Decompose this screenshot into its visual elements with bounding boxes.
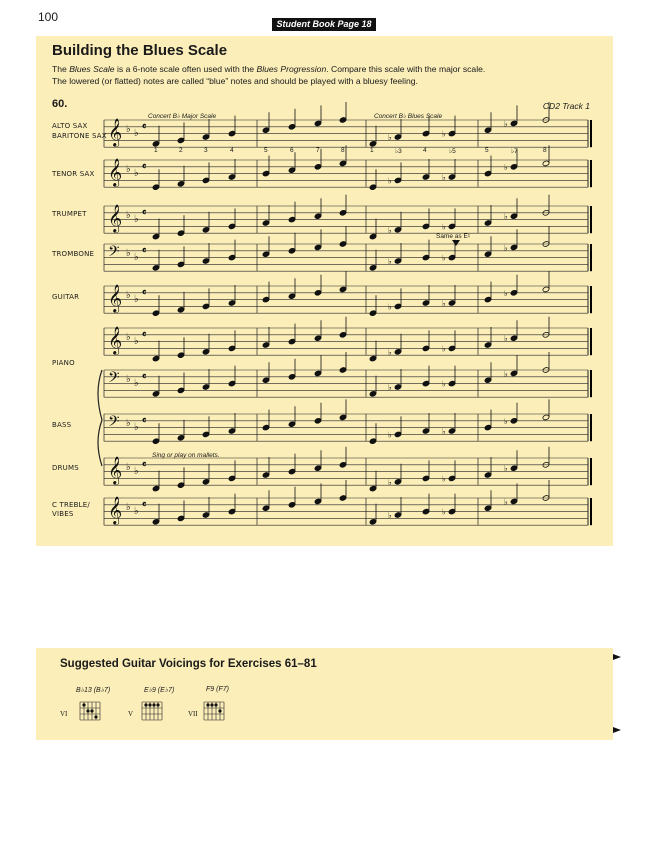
key-flat-icon: ♭ [134,168,139,179]
bass-clef-icon: 𝄢 [108,243,120,264]
scale-degree: 4 [423,147,427,154]
accidental-flat-icon: ♭ [504,464,508,474]
intro-blues-scale: Blues Scale [69,64,115,74]
label-tenor-sax: TENOR SAX [52,170,95,178]
intro-text-3: . Compare this scale with the major scale. [326,64,486,74]
label-bass: BASS [52,421,72,429]
final-barline [590,206,592,233]
scale-degree: 7 [316,147,320,154]
key-flat-icon: ♭ [134,506,139,517]
annotation-mallets: Sing or play on mallets. [152,452,220,459]
accidental-flat-icon: ♭ [504,288,508,298]
final-barline [590,286,592,313]
chord-fret: V [128,710,134,718]
key-flat-icon: ♭ [134,422,139,433]
accidental-flat-icon: ♭ [442,253,446,263]
scale-degree: ♭7 [511,148,518,155]
time-signature: 𝄴 [142,208,147,219]
key-flat-icon: ♭ [134,252,139,263]
accidental-flat-icon: ♭ [388,302,392,312]
key-flat-icon: ♭ [134,294,139,305]
time-signature: 𝄴 [142,162,147,173]
label-trombone: TROMBONE [52,250,95,258]
chord-diagram-bb13 [60,686,120,736]
accidental-flat-icon: ♭ [504,243,508,253]
chord-grid [78,698,104,726]
scale-degree: 1 [154,147,158,154]
time-signature: 𝄴 [142,460,147,471]
time-signature: 𝄴 [142,246,147,257]
voicings-title: Suggested Guitar Voicings for Exercises 61–81 [60,658,317,670]
time-signature: 𝄴 [142,500,147,511]
key-flat-icon: ♭ [126,210,131,221]
key-flat-icon: ♭ [126,462,131,473]
key-flat-icon: ♭ [134,214,139,225]
key-flat-icon: ♭ [126,374,131,385]
page-arrow-icon [613,727,621,733]
cd-track: CD2 Track 1 [542,101,590,111]
key-flat-icon: ♭ [126,418,131,429]
music-score [36,36,613,546]
accidental-flat-icon: ♭ [388,477,392,487]
intro-text-1: The [52,64,70,74]
final-barline [590,414,592,441]
time-signature: 𝄴 [142,122,147,133]
blues-scale-panel [36,36,613,546]
treble-clef-icon: 𝄞 [108,496,123,524]
final-barline [590,328,592,355]
treble-clef-icon: 𝄞 [108,118,123,146]
guitar-voicings-panel [36,648,613,740]
student-book-page-badge: Student Book Page 18 [272,18,376,31]
accidental-flat-icon: ♭ [504,212,508,222]
intro-blues-progression: Blues Progression [256,64,327,74]
final-barline [590,120,592,147]
chord-grid [140,698,166,726]
key-flat-icon: ♭ [126,248,131,259]
accidental-flat-icon: ♭ [388,511,392,520]
scale-degree: 8 [341,147,345,154]
final-barline [590,370,592,397]
chord-name: E♭9 (E♭7) [144,687,175,694]
accidental-flat-icon: ♭ [388,225,392,235]
scale-degree: ♭5 [449,148,456,155]
accidental-flat-icon: ♭ [442,427,446,436]
section-title: Building the Blues Scale [52,42,228,59]
chord-diagram-eb9 [128,686,188,736]
accidental-flat-icon: ♭ [504,416,508,426]
final-barline [590,458,592,485]
label-c-treble-vibes: C TREBLE/ VIBES [52,501,90,518]
accidental-flat-icon: ♭ [388,430,392,440]
annotation-major-scale: Concert B♭ Major Scale [148,113,217,120]
label-piano: PIANO [52,359,75,367]
treble-clef-icon: 𝄞 [108,204,123,232]
intro-text-4: The lowered (or flatted) notes are called “blue” notes and should be played with a bluesy feeling. [52,76,418,86]
accidental-flat-icon: ♭ [388,133,392,142]
label-guitar: GUITAR [52,293,80,301]
chord-fret: VII [188,710,198,718]
intro-text-2: is a 6-note scale often used with the [114,64,257,74]
final-barline [590,498,592,525]
time-signature: 𝄴 [142,372,147,383]
scale-degree: 8 [543,147,547,154]
treble-clef-icon: 𝄞 [108,326,123,354]
accidental-flat-icon: ♭ [388,383,392,392]
bass-clef-icon: 𝄢 [108,413,120,434]
accidental-flat-icon: ♭ [504,162,508,172]
scale-degree: 5 [485,147,489,154]
scale-degree: 3 [204,147,208,154]
annotation-blues-scale: Concert B♭ Blues Scale [374,113,443,120]
key-flat-icon: ♭ [126,502,131,513]
scale-degree: 1 [370,147,374,154]
chord-grid [202,698,228,726]
piano-brace [98,370,102,466]
accidental-flat-icon: ♭ [442,173,446,182]
accidental-flat-icon: ♭ [504,497,508,507]
scale-degree: 2 [179,147,183,154]
time-signature: 𝄴 [142,288,147,299]
key-flat-icon: ♭ [126,332,131,343]
accidental-flat-icon: ♭ [442,344,446,354]
accidental-flat-icon: ♭ [388,176,392,186]
key-flat-icon: ♭ [134,466,139,477]
chord-name: F9 (F7) [206,686,229,693]
accidental-flat-icon: ♭ [442,507,446,517]
accidental-flat-icon: ♭ [504,369,508,379]
accidental-flat-icon: ♭ [388,257,392,266]
time-signature: 𝄴 [142,416,147,427]
label-baritone-sax: BARITONE SAX [52,132,107,140]
accidental-flat-icon: ♭ [442,474,446,484]
scale-degree: ♭3 [395,148,402,155]
chord-fret: VI [60,710,68,718]
treble-clef-icon: 𝄞 [108,284,123,312]
key-flat-icon: ♭ [126,290,131,301]
accidental-flat-icon: ♭ [504,334,508,344]
accidental-flat-icon: ♭ [442,129,446,139]
annotation-same-as: Same as E♮ [436,233,471,240]
key-flat-icon: ♭ [134,128,139,139]
chord-name: B♭13 (B♭7) [76,687,111,694]
treble-clef-icon: 𝄞 [108,456,123,484]
accidental-flat-icon: ♭ [442,379,446,389]
accidental-flat-icon: ♭ [442,299,446,308]
final-barline [590,244,592,271]
exercise-number: 60. [52,98,68,110]
scale-degree: 5 [264,147,268,154]
page-number: 100 [38,10,59,24]
time-signature: 𝄴 [142,330,147,341]
scale-degree: 4 [230,147,234,154]
page-arrow-icon [613,654,621,660]
accidental-flat-icon: ♭ [388,347,392,357]
accidental-flat-icon: ♭ [504,119,508,129]
bass-clef-icon: 𝄢 [108,369,120,390]
label-trumpet: TRUMPET [52,210,87,218]
final-barline [590,160,592,187]
annotation-arrow-icon [452,240,460,246]
label-alto-sax: ALTO SAX [52,122,88,130]
accidental-flat-icon: ♭ [442,222,446,232]
key-flat-icon: ♭ [126,124,131,135]
chord-diagram-f9 [188,686,248,736]
treble-clef-icon: 𝄞 [108,158,123,186]
key-flat-icon: ♭ [126,164,131,175]
key-flat-icon: ♭ [134,378,139,389]
label-drums: DRUMS [52,464,79,472]
scale-degree: 6 [290,147,294,154]
key-flat-icon: ♭ [134,336,139,347]
